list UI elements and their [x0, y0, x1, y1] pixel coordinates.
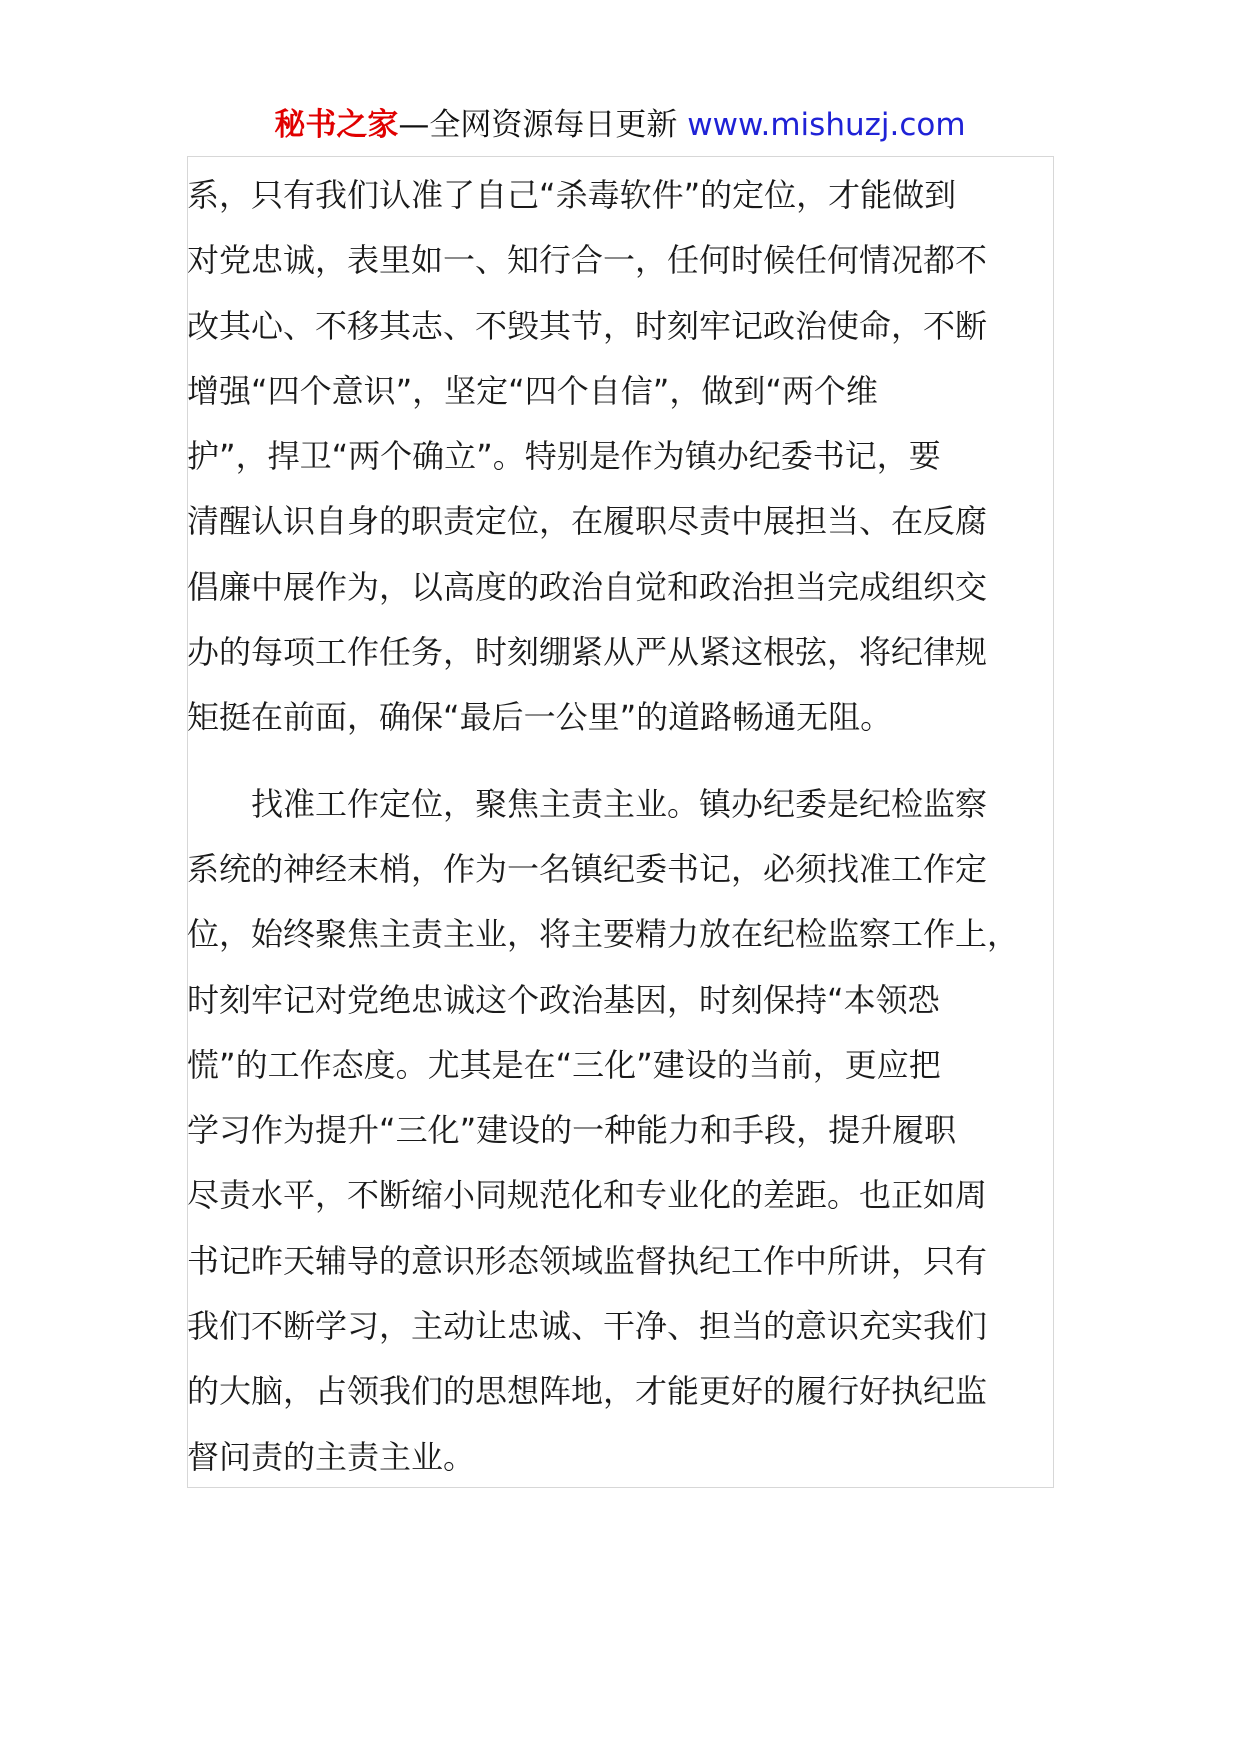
- text-line: 找准工作定位，聚焦主责主业。镇办纪委是纪检监察: [187, 784, 988, 823]
- text-line: 的大脑，占领我们的思想阵地，才能更好的履行好执纪监: [187, 1372, 988, 1411]
- text-line: 位，始终聚焦主责主业，将主要精力放在纪检监察工作上，: [187, 915, 1020, 954]
- text-line: 学习作为提升“三化”建设的一种能力和手段，提升履职: [187, 1111, 957, 1150]
- text-line: 尽责水平，不断缩小同规范化和专业化的差距。也正如周: [187, 1176, 988, 1215]
- text-line: 系，只有我们认准了自己“杀毒软件”的定位，才能做到: [187, 176, 957, 214]
- text-line: 慌”的工作态度。尤其是在“三化”建设的当前，更应把: [187, 1045, 941, 1084]
- text-line: 护”，捍卫“两个确立”。特别是作为镇办纪委书记，要: [187, 437, 941, 476]
- paragraph-2: [187, 772, 1067, 1490]
- brand-name: 秘书之家: [274, 107, 399, 143]
- page-header: [0, 98, 1240, 152]
- text-line: 办的每项工作任务，时刻绷紧从严从紧这根弦，将纪律规: [187, 633, 988, 672]
- text-line: 改其心、不移其志、不毁其节，时刻牢记政治使命，不断: [187, 306, 988, 345]
- text-line: 时刻牢记对党绝忠诚这个政治基因，时刻保持“本领恐: [187, 980, 940, 1019]
- text-line: 对党忠诚，表里如一、知行合一，任何时候任何情况都不: [187, 241, 988, 280]
- text-line: 我们不断学习，主动让忠诚、干净、担当的意识充实我们: [187, 1307, 988, 1346]
- text-line: 倡廉中展作为，以高度的政治自觉和政治担当完成组织交: [187, 567, 988, 606]
- website-link[interactable]: www.mishuzj.com: [687, 107, 966, 143]
- paragraph-1: [187, 163, 1067, 751]
- document-body: [187, 163, 1067, 1490]
- text-line: 矩挺在前面，确保“最后一公里”的道路畅通无阻。: [187, 698, 893, 737]
- text-line: 增强“四个意识”，坚定“四个自信”，做到“两个维: [187, 371, 878, 410]
- header-slogan: —全网资源每日更新: [398, 107, 678, 143]
- text-line: 清醒认识自身的职责定位，在履职尽责中展担当、在反腐: [187, 502, 988, 541]
- text-line: 书记昨天辅导的意识形态领域监督执纪工作中所讲，只有: [187, 1241, 988, 1280]
- text-line: 督问责的主责主业。: [187, 1437, 476, 1476]
- text-line: 系统的神经末梢，作为一名镇纪委书记，必须找准工作定: [187, 849, 988, 888]
